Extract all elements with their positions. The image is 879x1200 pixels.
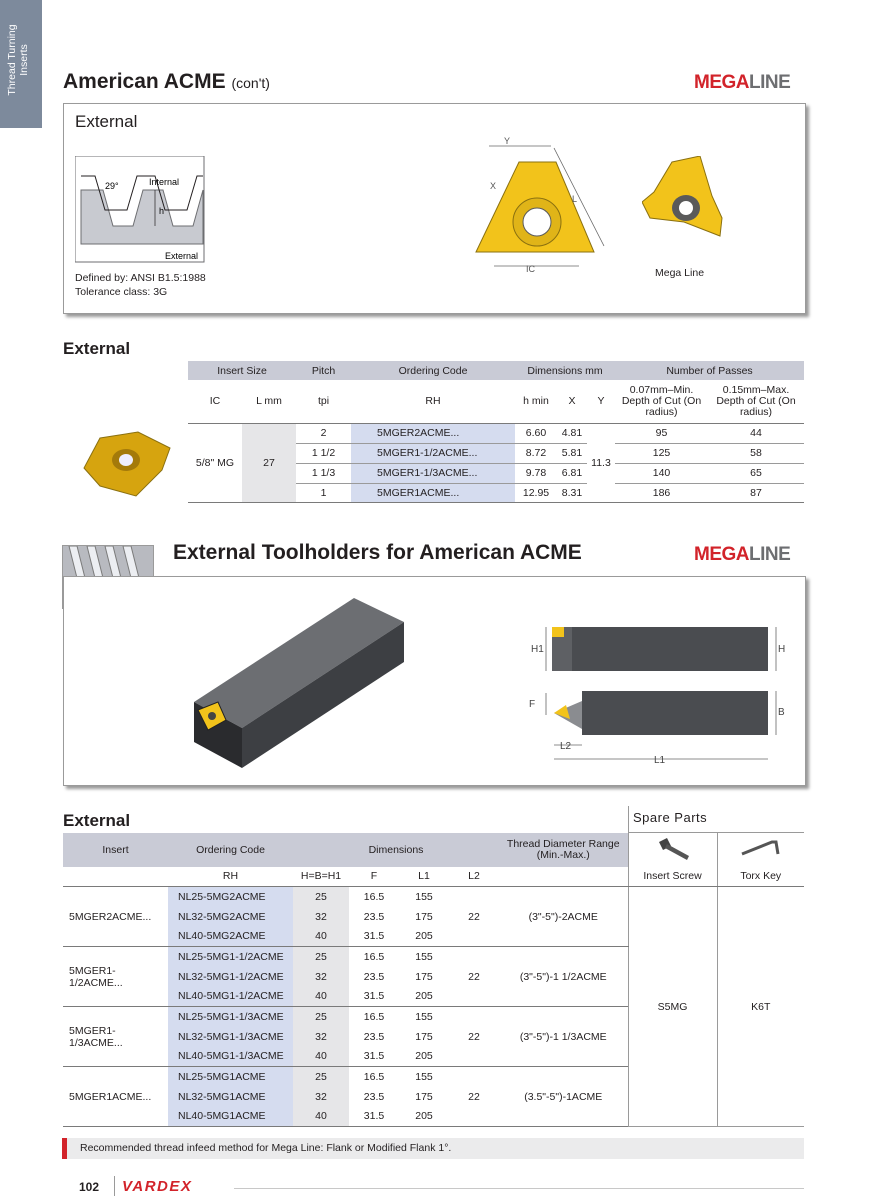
cell-h: 32 [293, 967, 349, 987]
external-info-box [63, 103, 806, 314]
title-subtitle: (con't) [231, 75, 270, 91]
cell-code: NL25-5MG2ACME [168, 887, 293, 907]
cell-code: NL40-5MG2ACME [168, 927, 293, 947]
cell-f: 31.5 [349, 987, 399, 1007]
dim-ic: IC [526, 264, 535, 274]
cell-code: NL40-5MG1-1/3ACME [168, 1047, 293, 1067]
cell-f: 16.5 [363, 1070, 385, 1083]
cell-tpi: 1 [320, 487, 327, 500]
cell-code: NL25-5MG1-1/3ACME [168, 1007, 293, 1027]
hdr-rh: RH [351, 380, 515, 423]
toolholder-3d-image [184, 592, 414, 772]
cell-code: NL32-5MG1-1/3ACME [168, 1027, 293, 1047]
cell-f: 31.5 [349, 927, 399, 947]
cell-tpi: 2 [296, 423, 351, 443]
cell-p2: 87 [750, 487, 762, 500]
table-row [188, 423, 804, 443]
table-bottom-rule [188, 502, 804, 503]
page-number: 102 [79, 1180, 100, 1194]
internal-label: Internal [149, 177, 180, 187]
cell-p2: 44 [708, 423, 804, 443]
side-tab-line1: Thread Turning [6, 24, 18, 96]
cell-insert: 5MGER2ACME... [63, 887, 168, 947]
hdr-insert-screw: Insert Screw [628, 867, 717, 887]
cell-range: (3.5"-5")-1ACME [499, 1067, 628, 1127]
hdr-insert: Insert [63, 833, 168, 867]
cell-l1: 205 [399, 1107, 449, 1127]
cell-h: 12.95 [522, 487, 550, 500]
hdr-pitch: Pitch [311, 364, 336, 377]
cell-x: 5.81 [557, 443, 587, 463]
cell-h: 40 [293, 1047, 349, 1067]
cell-h: 40 [293, 1107, 349, 1127]
cell-l1: 175 [415, 910, 433, 923]
insert-photo [80, 430, 176, 502]
cell-code: NL40-5MG1ACME [168, 1107, 293, 1127]
hdr-l2: L2 [449, 867, 499, 887]
hdr-p2: 0.15mm–Max. Depth of Cut (On radius) [708, 380, 804, 423]
angle-label: 29° [105, 181, 119, 191]
inserts-table [188, 361, 804, 503]
cell-l1: 155 [415, 890, 433, 903]
cell-range: (3"-5")-1 1/2ACME [499, 947, 628, 1007]
cell-tpi: 1 1/2 [296, 443, 351, 463]
hdr-h: h min [515, 380, 557, 423]
cell-y: 11.3 [591, 457, 611, 470]
footnote-accent [62, 1138, 67, 1159]
cell-l1: 205 [399, 987, 449, 1007]
hdr-l1: L1 [399, 867, 449, 887]
cell-p1: 95 [615, 423, 708, 443]
cell-h: 32 [293, 1027, 349, 1047]
cell-insert: 5MGER1-1/2ACME... [63, 947, 168, 1007]
hdr-torx-key: Torx Key [717, 867, 804, 887]
cell-code: NL32-5MG1ACME [168, 1087, 293, 1107]
logo-mega: MEGA [694, 72, 749, 93]
cell-h: 40 [293, 987, 349, 1007]
megaline-logo-2 [694, 544, 790, 566]
dim-l: L [572, 194, 578, 204]
hdr-ic: IC [188, 380, 242, 423]
toolholder-side-view-top [524, 619, 794, 679]
toolholder-box [63, 576, 806, 786]
cell-l2: 22 [449, 947, 499, 1007]
dim-x: X [490, 181, 497, 191]
hdr-blank [63, 867, 168, 887]
cell-h: 32 [293, 907, 349, 927]
toolholder-side-view-bottom [524, 685, 794, 767]
hdr-dimensions: Dimensions [293, 833, 499, 867]
cell-ic: 5/8" MG [195, 457, 235, 470]
cell-l1: 205 [399, 1047, 449, 1067]
cell-tpi: 1 1/3 [296, 463, 351, 483]
cell-l: 27 [242, 423, 296, 503]
hdr-l: L mm [242, 380, 296, 423]
cell-x: 8.31 [561, 487, 583, 500]
cell-h: 40 [293, 927, 349, 947]
cell-code: NL40-5MG1-1/2ACME [168, 987, 293, 1007]
cell-code: NL32-5MG2ACME [168, 907, 293, 927]
hdr-ordering-code: Ordering Code [398, 364, 468, 377]
cell-l2: 22 [449, 887, 499, 947]
h-label: h [159, 206, 165, 216]
cell-p2: 58 [708, 443, 804, 463]
title-text: American ACME [63, 70, 226, 93]
cell-insert: 5MGER1ACME... [63, 1067, 168, 1127]
logo-line: LINE [749, 72, 791, 93]
cell-l2: 22 [449, 1067, 499, 1127]
cell-f: 31.5 [349, 1107, 399, 1127]
spare-parts-divider [628, 806, 629, 832]
footer-divider [114, 1176, 115, 1196]
cell-l1: 175 [415, 1090, 433, 1103]
hdr-rh: RH [168, 867, 293, 887]
cell-x: 6.81 [557, 463, 587, 483]
hdr-ordering-code: Ordering Code [168, 833, 293, 867]
hdr-blank-2 [499, 867, 628, 887]
cell-f: 16.5 [363, 950, 385, 963]
cell-code: NL32-5MG1-1/2ACME [168, 967, 293, 987]
cell-p2: 65 [708, 463, 804, 483]
logo-line: LINE [749, 544, 791, 565]
hdr-hbh1: H=B=H1 [293, 867, 349, 887]
defined-by: Defined by: ANSI B1.5:1988 [75, 272, 206, 284]
hdr-p1: 0.07mm–Min. Depth of Cut (On radius) [615, 380, 708, 423]
cell-l2: 22 [449, 1007, 499, 1067]
toolholders-title-text: External Toolholders for American ACME [173, 541, 582, 564]
side-tab-text [6, 0, 30, 120]
hdr-passes: Number of Passes [666, 364, 753, 377]
holders-table [63, 832, 804, 1127]
hdr-y: Y [587, 380, 615, 423]
cell-f: 31.5 [349, 1047, 399, 1067]
cell-h: 9.78 [515, 463, 557, 483]
cell-l1: 175 [415, 970, 433, 983]
tolerance-class: Tolerance class: 3G [75, 286, 168, 298]
cell-f: 23.5 [363, 910, 385, 923]
screw-icon [653, 834, 693, 862]
inserts-section-title: External [63, 339, 131, 358]
cell-l1: 155 [415, 1010, 433, 1023]
cell-f: 16.5 [363, 1010, 385, 1023]
mega-line-caption: Mega Line [655, 267, 705, 279]
cell-l1: 155 [415, 1070, 433, 1083]
page-title [63, 70, 270, 94]
vardex-logo: VARDEX [122, 1178, 193, 1195]
dim-l2: L2 [560, 741, 572, 752]
table-row [63, 887, 804, 907]
thread-profile-diagram [75, 156, 205, 264]
side-tab-line2: Inserts [18, 44, 30, 76]
spare-parts-title: Spare Parts [633, 810, 708, 825]
cell-p1: 186 [652, 487, 671, 500]
hdr-thread-range: Thread Diameter Range (Min.-Max.) [499, 833, 628, 867]
cell-h: 25 [293, 887, 349, 907]
toolholders-title [173, 541, 582, 565]
cell-l1: 205 [399, 927, 449, 947]
cell-code: NL25-5MG1ACME [168, 1067, 293, 1087]
cell-code: NL25-5MG1-1/2ACME [168, 947, 293, 967]
hdr-insert-size: Insert Size [217, 364, 267, 377]
cell-range: (3"-5")-2ACME [499, 887, 628, 947]
cell-code: 5MGER1ACME... [351, 483, 515, 503]
cell-f: 23.5 [363, 970, 385, 983]
dim-f: F [529, 699, 536, 710]
dim-h1: H1 [531, 644, 544, 655]
spec-text [75, 271, 206, 299]
insert-dimension-diagram [464, 134, 614, 274]
cell-h: 25 [293, 1067, 349, 1087]
hdr-x: X [557, 380, 587, 423]
side-tab [0, 0, 42, 128]
external-label: External [165, 251, 199, 261]
cell-h: 25 [293, 947, 349, 967]
hdr-f: F [349, 867, 399, 887]
cell-l1: 155 [415, 950, 433, 963]
cell-f: 23.5 [363, 1090, 385, 1103]
dim-b: B [778, 707, 785, 718]
cell-p1: 125 [615, 443, 708, 463]
logo-mega: MEGA [694, 544, 749, 565]
cell-l1: 175 [415, 1030, 433, 1043]
cell-f: 23.5 [363, 1030, 385, 1043]
footnote-text: Recommended thread infeed method for Mega Line: Flank or Modified Flank 1°. [80, 1142, 452, 1154]
external-box-title: External [75, 112, 138, 131]
hdr-dimensions: Dimensions mm [527, 364, 603, 377]
footnote-bar [62, 1138, 804, 1159]
cell-p1: 140 [615, 463, 708, 483]
dim-h: H [778, 644, 786, 655]
cell-x: 4.81 [557, 423, 587, 443]
key-icon-cell [717, 833, 804, 867]
hdr-tpi: tpi [296, 380, 351, 423]
cell-code: 5MGER2ACME... [351, 423, 515, 443]
dim-l1: L1 [654, 755, 666, 766]
mega-line-insert-image [642, 156, 732, 256]
cell-h: 32 [293, 1087, 349, 1107]
megaline-logo [694, 72, 790, 94]
cell-code: 5MGER1-1/3ACME... [351, 463, 515, 483]
screw-icon-cell [628, 833, 717, 867]
cell-range: (3"-5")-1 1/3ACME [499, 1007, 628, 1067]
cell-h: 6.60 [515, 423, 557, 443]
cell-f: 16.5 [363, 890, 385, 903]
cell-code: 5MGER1-1/2ACME... [351, 443, 515, 463]
dim-y: Y [504, 136, 511, 146]
cell-screw: S5MG [628, 887, 717, 1127]
footer-rule [234, 1188, 804, 1189]
cell-h: 25 [293, 1007, 349, 1027]
holders-section-title: External [63, 811, 131, 830]
cell-insert: 5MGER1-1/3ACME... [63, 1007, 168, 1067]
cell-h: 8.72 [515, 443, 557, 463]
torx-key-icon [736, 834, 786, 862]
cell-key: K6T [717, 887, 804, 1127]
